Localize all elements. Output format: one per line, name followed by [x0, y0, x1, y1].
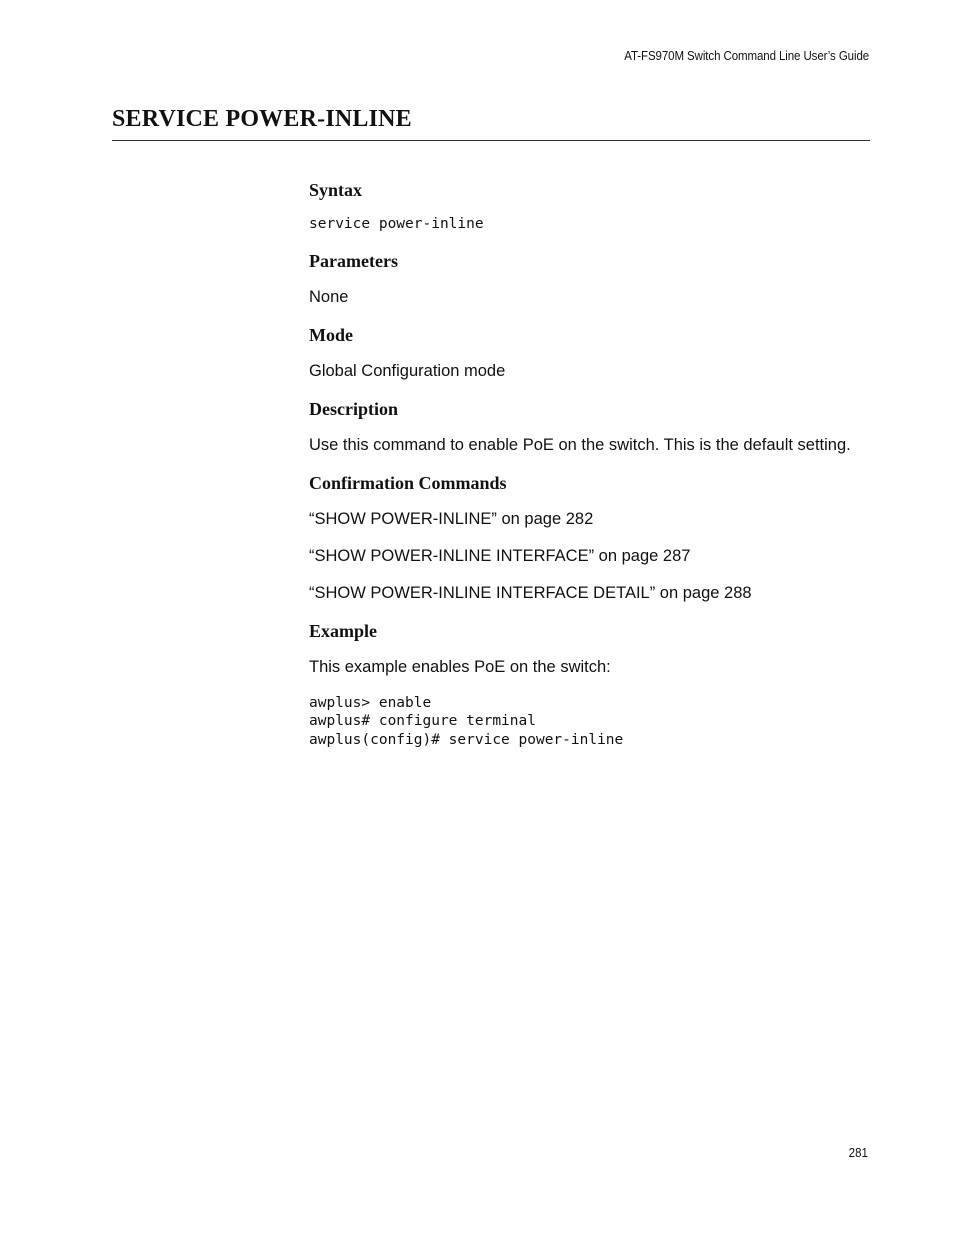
confirmation-link-show-power-inline-interface-detail[interactable]: “SHOW POWER-INLINE INTERFACE DETAIL” on page 288 [309, 583, 752, 602]
command-reference-body [309, 178, 879, 749]
parameters-heading: Parameters [309, 250, 398, 271]
example-code-line: awplus(config)# service power-inline [309, 731, 624, 748]
description-text: Use this command to enable PoE on the switch. This is the default setting. [309, 435, 851, 454]
mode-text: Global Configuration mode [309, 361, 506, 380]
example-code-line: awplus# configure terminal [309, 713, 536, 729]
page-number: 281 [848, 1146, 868, 1160]
running-header: AT-FS970M Switch Command Line User’s Guide [624, 49, 869, 63]
example-code-block [309, 694, 879, 750]
page-title: SERVICE POWER-INLINE [112, 106, 412, 132]
example-text: This example enables PoE on the switch: [309, 657, 611, 676]
confirmation-commands-heading: Confirmation Commands [309, 472, 507, 493]
example-heading: Example [309, 620, 378, 641]
mode-heading: Mode [309, 324, 353, 345]
confirmation-link-show-power-inline-interface[interactable]: “SHOW POWER-INLINE INTERFACE” on page 287 [309, 546, 691, 565]
confirmation-link-show-power-inline[interactable]: “SHOW POWER-INLINE” on page 282 [309, 509, 594, 528]
syntax-code: service power-inline [309, 216, 484, 232]
example-code-line: awplus> enable [309, 694, 432, 711]
syntax-heading: Syntax [309, 180, 363, 200]
title-rule [112, 140, 870, 141]
parameters-text: None [309, 287, 349, 306]
description-heading: Description [309, 398, 398, 419]
